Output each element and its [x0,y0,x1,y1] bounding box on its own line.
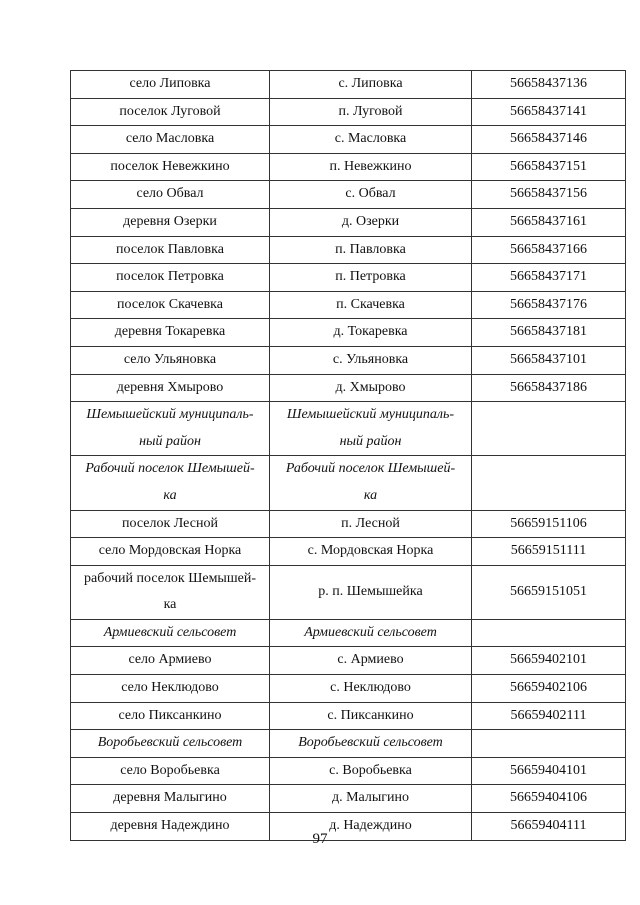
settlement-name-cell: деревня Токаревка [71,319,270,347]
oktmo-code-cell: 56659151106 [472,510,626,538]
table-row [71,291,626,319]
table-row [71,757,626,785]
oktmo-code-cell: 56659404106 [472,785,626,813]
table-row [71,346,626,374]
settlement-short-name-cell: п. Луговой [270,98,472,126]
settlement-short-name-cell: с. Мордовская Норка [270,538,472,566]
settlement-short-name-cell: п. Невежкино [270,153,472,181]
table-section-row [71,402,626,456]
oktmo-code-cell [472,456,626,510]
table-row [71,647,626,675]
oktmo-code-cell: 56658437176 [472,291,626,319]
table-row [71,153,626,181]
settlement-name-cell: поселок Луговой [71,98,270,126]
table-row [71,236,626,264]
oktmo-code-cell: 56659402106 [472,675,626,703]
table-row [71,675,626,703]
settlement-name-cell: Армиевский сельсовет [71,619,270,647]
settlement-short-name-cell: п. Лесной [270,510,472,538]
settlement-name-cell: поселок Скачевка [71,291,270,319]
oktmo-code-cell: 56659404111 [472,813,626,841]
settlement-name-cell: село Ульяновка [71,346,270,374]
settlement-name-cell: Шемышейский муниципаль- ный район [71,402,270,456]
settlement-short-name-cell: Воробьевский сельсовет [270,730,472,758]
settlement-short-name-cell: с. Ульяновка [270,346,472,374]
settlement-short-name-cell: с. Липовка [270,71,472,99]
oktmo-code-cell: 56658437141 [472,98,626,126]
oktmo-code-cell: 56658437136 [472,71,626,99]
oktmo-code-cell [472,730,626,758]
settlement-name-cell: поселок Павловка [71,236,270,264]
table-section-row [71,456,626,510]
oktmo-code-cell: 56658437151 [472,153,626,181]
settlement-short-name-cell: д. Малыгино [270,785,472,813]
table-row [71,264,626,292]
oktmo-code-cell: 56658437166 [472,236,626,264]
oktmo-code-cell: 56658437156 [472,181,626,209]
settlement-short-name-cell: р. п. Шемышейка [270,565,472,619]
settlements-table [70,70,626,841]
settlement-short-name-cell: с. Масловка [270,126,472,154]
table-body [71,71,626,841]
settlement-short-name-cell: с. Пиксанкино [270,702,472,730]
settlement-name-cell: село Масловка [71,126,270,154]
oktmo-code-cell: 56659151111 [472,538,626,566]
oktmo-code-cell: 56658437186 [472,374,626,402]
settlement-name-cell: рабочий поселок Шемышей- ка [71,565,270,619]
settlement-name-cell: Воробьевский сельсовет [71,730,270,758]
table-row [71,208,626,236]
settlement-short-name-cell: Армиевский сельсовет [270,619,472,647]
oktmo-code-cell: 56659404101 [472,757,626,785]
settlement-name-cell: село Неклюдово [71,675,270,703]
oktmo-code-cell: 56658437161 [472,208,626,236]
settlement-name-cell: деревня Малыгино [71,785,270,813]
settlement-name-cell: Рабочий поселок Шемышей- ка [71,456,270,510]
table-row [71,785,626,813]
table-row [71,538,626,566]
oktmo-code-cell [472,402,626,456]
settlement-short-name-cell: д. Озерки [270,208,472,236]
settlement-short-name-cell: п. Скачевка [270,291,472,319]
table-row [71,98,626,126]
settlement-name-cell: село Мордовская Норка [71,538,270,566]
page-number: 97 [312,831,328,847]
table-row [71,181,626,209]
settlement-name-cell: поселок Петровка [71,264,270,292]
settlement-short-name-cell: п. Павловка [270,236,472,264]
settlement-name-cell: поселок Лесной [71,510,270,538]
settlement-name-cell: поселок Невежкино [71,153,270,181]
oktmo-code-cell: 56658437171 [472,264,626,292]
table-section-row [71,619,626,647]
table-row [71,71,626,99]
table-row [71,319,626,347]
oktmo-code-cell: 56658437101 [472,346,626,374]
settlement-name-cell: село Армиево [71,647,270,675]
oktmo-code-cell: 56659402111 [472,702,626,730]
settlement-short-name-cell: д. Надеждино [270,813,472,841]
settlement-name-cell: деревня Озерки [71,208,270,236]
settlement-name-cell: деревня Надеждино [71,813,270,841]
settlement-name-cell: село Обвал [71,181,270,209]
oktmo-code-cell: 56659151051 [472,565,626,619]
settlement-name-cell: село Пиксанкино [71,702,270,730]
settlement-short-name-cell: Рабочий поселок Шемышей- ка [270,456,472,510]
table-row [71,510,626,538]
settlement-name-cell: деревня Хмырово [71,374,270,402]
table-row [71,702,626,730]
table-row [71,565,626,619]
settlement-short-name-cell: д. Хмырово [270,374,472,402]
table-row [71,374,626,402]
settlement-short-name-cell: д. Токаревка [270,319,472,347]
table-section-row [71,730,626,758]
settlement-short-name-cell: с. Армиево [270,647,472,675]
settlement-name-cell: село Воробьевка [71,757,270,785]
settlement-name-cell: село Липовка [71,71,270,99]
oktmo-code-cell [472,619,626,647]
settlement-short-name-cell: с. Неклюдово [270,675,472,703]
oktmo-code-cell: 56658437146 [472,126,626,154]
oktmo-code-cell: 56658437181 [472,319,626,347]
oktmo-code-cell: 56659402101 [472,647,626,675]
settlement-short-name-cell: с. Воробьевка [270,757,472,785]
table-row [71,126,626,154]
settlement-short-name-cell: Шемышейский муниципаль- ный район [270,402,472,456]
settlement-short-name-cell: с. Обвал [270,181,472,209]
settlement-short-name-cell: п. Петровка [270,264,472,292]
